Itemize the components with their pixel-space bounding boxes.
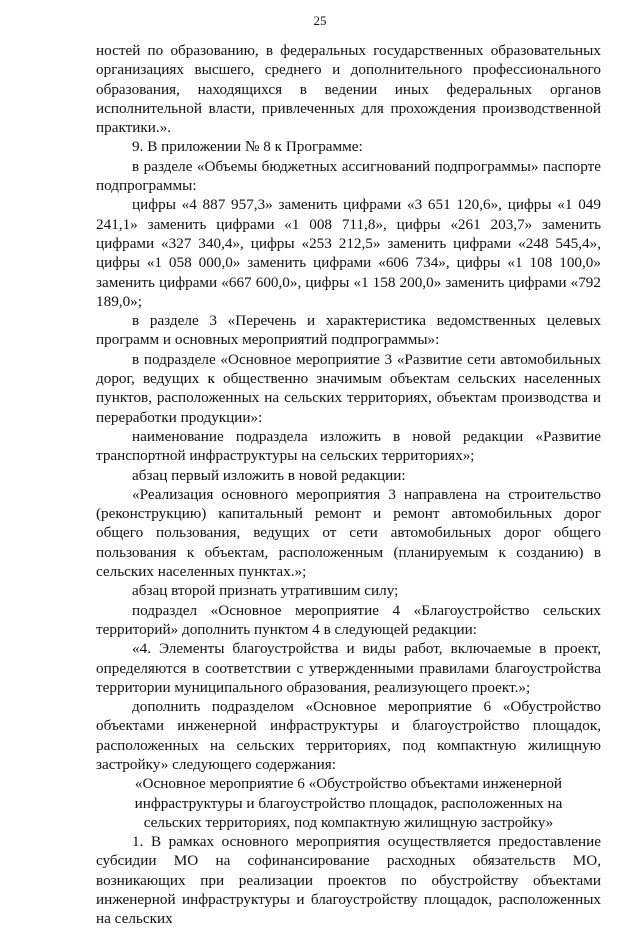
paragraph-add-subsection-6: дополнить подразделом «Основное мероприятие 6 «Обустройство объектами инженерной инфраструктуры и благоустройство площадок, расположенных на сельских территориях, под компактную жилищную застройку» следующего содержания: xyxy=(96,698,601,773)
paragraph-section-3: в разделе 3 «Перечень и характеристика ведомственных целевых программ и основных мероприятий подпрограммы»: xyxy=(96,312,601,349)
paragraph-subsection-3: в подразделе «Основное мероприятие 3 «Развитие сети автомобильных дорог, ведущих к общественно значимым объектам сельских населенных пунктов, расположенных на сельских территориях, объектам производства и переработки продукции»: xyxy=(96,350,601,426)
paragraph-budget-section: в разделе «Объемы бюджетных ассигнований подпрограммы» паспорте подпрограммы: xyxy=(96,157,601,195)
paragraph-point-1: 1. В рамках основного мероприятия осуществляется предоставление субсидии МО на софинансирование расходных обязательств МО, возникающих при реализации проектов по обустройству объектами инженерной инфраструктуры и благоустройству площадок, расположенных на сельских xyxy=(96,833,601,928)
paragraph-figures-replacement: цифры «4 887 957,3» заменить цифрами «3 651 120,6», цифры «1 049 241,1» заменить цифрами «1 008 711,8», цифры «261 203,7» заменить цифрами «327 340,4», цифры «253 212,5» заменить цифрами «248 545,4», цифры «1 058 000,0» заменить цифрами «606 734», цифры «1 108 100,0» заменить цифрами «667 600,0», цифры «1 158 200,0» заменить цифрами «792 189,0»; xyxy=(96,196,601,310)
paragraph-point-4: «4. Элементы благоустройства и виды работ, включаемые в проект, определяются в соответствии с утвержденными правилами благоустройства территории муниципального образования, реализующего проект.»; xyxy=(96,640,601,696)
paragraph-first-para: абзац первый изложить в новой редакции: xyxy=(132,466,406,484)
paragraph-continuation: ностей по образованию, в федеральных государственных образовательных организациях высшего, среднего и дополнительного профессионального образования, находящихся в ведении иных федеральных органов исполнительной власти, привлеченных для прохождения производственной практики.». xyxy=(96,42,601,137)
paragraph-item-9: 9. В приложении № 8 к Программе: xyxy=(132,138,363,156)
paragraph-second-para: абзац второй признать утратившим силу; xyxy=(132,582,399,600)
paragraph-implementation: «Реализация основного мероприятия 3 направлена на строительство (реконструкцию) капитальный ремонт и ремонт автомобильных дорог общего пользования, ведущих от сети автомобильных дорог общего пользования к объектам, расположенным (планируемым к созданию) в сельских населенных пунктах.»; xyxy=(96,485,601,581)
document-body xyxy=(96,41,601,929)
subsection-6-heading: «Основное мероприятие 6 «Обустройство объектами инженерной инфраструктуры и благоустройство площадок, расположенных на сельских территориях, под компактную жилищную застройку» xyxy=(134,775,563,831)
paragraph-subsection-4: подраздел «Основное мероприятие 4 «Благоустройство сельских территорий» дополнить пунктом 4 в следующей редакции: xyxy=(96,601,601,638)
paragraph-subsection-name: наименование подраздела изложить в новой редакции «Развитие транспортной инфраструктуры на сельских территориях»; xyxy=(96,427,601,465)
page-number: 25 xyxy=(313,13,327,28)
